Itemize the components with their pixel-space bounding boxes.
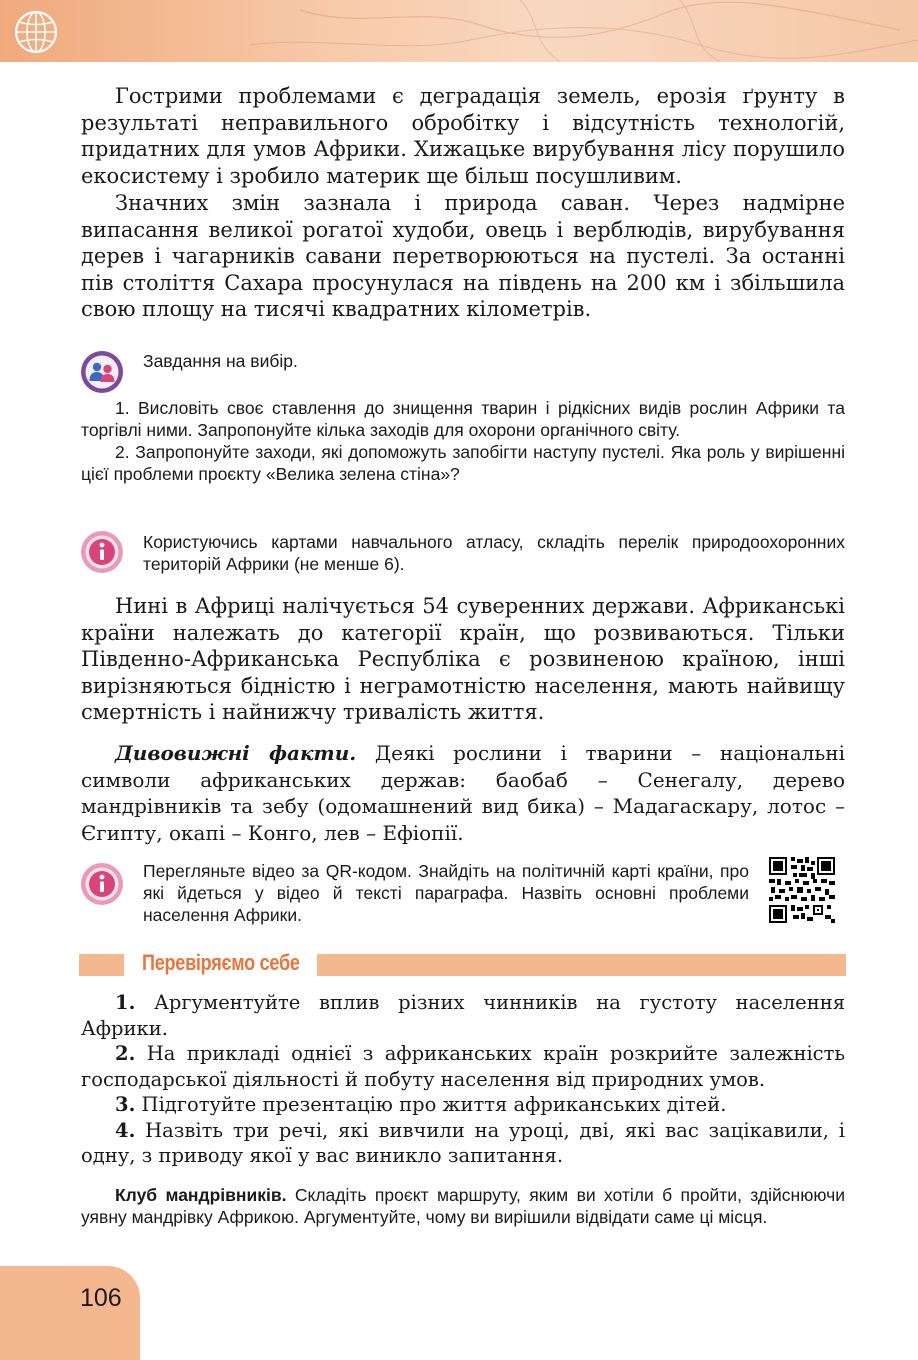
question-text: Аргументуйте вплив різних чинників на густоту населення Африки. — [81, 991, 845, 1040]
question-text: Підготуйте презентацію про життя африканських дітей. — [135, 1093, 727, 1116]
qr-code-icon[interactable] — [769, 857, 835, 923]
question-text: На прикладі однієї з африканських країн розкрийте залежність господарської діяльності й побуту населення від природних умов. — [81, 1042, 845, 1091]
review-question-1 — [81, 990, 845, 1041]
task-item-2: 2. Запропонуйте заходи, які допоможуть запобігти наступу пустелі. Яка роль у вирішенні цієї проблеми проєкту «Велика зелена стіна»? — [81, 442, 845, 484]
task-title: Завдання на вибір. — [143, 351, 298, 371]
club-label: Клуб мандрівників. — [115, 1185, 287, 1205]
question-text: Назвіть три речі, які вивчили на уроці, дві, які вас зацікавили, і одну, з приводу якої у вас виникло запитання. — [81, 1118, 845, 1167]
task-list — [81, 397, 845, 485]
paragraph-text: Нині в Африці налічується 54 суверенних держави. Африканські країни належать до категорії країн, що розвиваються. Тільки Південно-Африканська Республіка є розвиненою країною, інші вирізняються бідністю і неграмотністю населення, мають найвищу смертність і найнижчу тривалість життя. — [81, 594, 845, 724]
review-question-2 — [81, 1041, 845, 1092]
facts-label: Дивовижні факти. — [115, 741, 357, 765]
section-bar-left — [79, 954, 124, 976]
globe-icon — [12, 8, 60, 56]
info-icon — [80, 862, 124, 906]
club-text: Складіть проєкт маршруту, яким ви хотіли б пройти, здійснюючи уявну мандрівку Африкою. Аргументуйте, чому ви вирішили відвідати саме ці місця. — [81, 1185, 845, 1227]
review-questions — [81, 990, 845, 1169]
review-question-4 — [81, 1118, 845, 1169]
video-note: Перегляньте відео за QR-кодом. Знайдіть на політичній карті країни, про які йдеться у відео й тексті параграфа. Назвіть основні проблеми населення Африки. — [143, 861, 749, 925]
question-number: 4. — [115, 1118, 136, 1142]
people-icon — [80, 350, 124, 394]
task-item-1: 1. Висловіть своє ставлення до знищення тварин і рідкісних видів рослин Африки та торгівлі ними. Запропонуйте кілька заходів для охорони органічного світу. — [81, 398, 845, 440]
paragraph-states — [81, 593, 845, 726]
atlas-note: Користуючись картами навчального атласу, складіть перелік природоохоронних територій Африки (не менше 6). — [143, 532, 845, 574]
paragraph-text: Значних змін зазнала і природа саван. Через надмірне випасання великої рогатої худоби, овець і верблюдів, вирубування дерев і чагарників савани перетворюються на пустелі. За останні пів століття Сахара просунулася на південь на 200 км і збільшила свою площу на тисячі квадратних кілометрів. — [81, 191, 845, 321]
question-number: 1. — [115, 991, 136, 1014]
paragraph-text: Гострими проблемами є деградація земель, ерозія ґрунту в результаті неправильного обробітку і відсутність технологій, придатних для умов Африки. Хижацьке вирубування лісу порушило екосистему і зробило материк ще більш посушливим. — [81, 84, 845, 188]
section-title: Перевіряємо себе — [142, 950, 300, 975]
paragraph-land-degradation — [81, 83, 845, 189]
facts-text: Деякі рослини і тварини – національні символи африканських держав: баобаб – Сенегалу, дерево мандрівників та зебу (одомашнений вид бика) – Мадагаскару, лотос – Єгипту, окапі – Конго, лев – Ефіопії. — [81, 741, 845, 845]
info-icon — [80, 530, 124, 574]
paragraph-savanna — [81, 190, 845, 323]
section-bar-right — [317, 954, 846, 976]
question-number: 3. — [115, 1093, 136, 1116]
map-decoration — [0, 0, 918, 62]
page-number: 106 — [80, 1284, 122, 1312]
page-tab — [0, 1266, 140, 1360]
paragraph-facts — [81, 740, 845, 846]
travellers-club — [81, 1184, 845, 1228]
question-number: 2. — [115, 1042, 136, 1065]
review-question-3 — [81, 1092, 845, 1118]
